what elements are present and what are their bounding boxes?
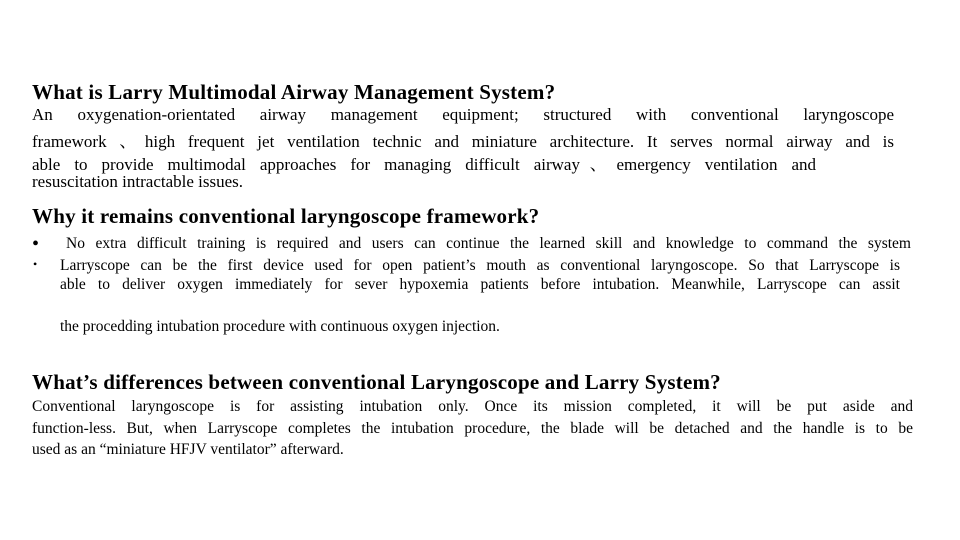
- section-title: What is Larry Multimodal Airway Management System?: [32, 80, 556, 104]
- paragraph-line: framework 、high frequent jet ventilation technic and miniature architecture. It serves normal airway and is: [32, 132, 894, 151]
- paragraph-line: used as an “miniature HFJV ventilator” afterward.: [32, 441, 344, 458]
- bullet-line: Larryscope can be the first device used for open patient’s mouth as conventional laryngoscope. So that Larryscope is: [60, 257, 900, 274]
- paragraph-line: function-less. But, when Larryscope completes the intubation procedure, the blade will be detached and the handle is to be: [32, 420, 913, 437]
- paragraph-line: An oxygenation-orientated airway management equipment; structured with conventional laryngoscope: [32, 105, 894, 124]
- section-title: Why it remains conventional laryngoscope framework?: [32, 204, 540, 228]
- bullet-line: No extra difficult training is required and users can continue the learned skill and knowledge to command the system: [66, 235, 911, 252]
- paragraph-line: able to provide multimodal approaches for managing difficult airway、emergency ventilation and: [32, 155, 816, 174]
- paragraph-line: resuscitation intractable issues.: [32, 172, 244, 191]
- bullet-line: able to deliver oxygen immediately for sever hypoxemia patients before intubation. Meanwhile, Larryscope can assit: [60, 276, 900, 293]
- bullet-icon: •: [32, 233, 40, 255]
- paragraph-line: Conventional laryngoscope is for assisting intubation only. Once its mission completed, it will be put aside and: [32, 398, 913, 415]
- bullet-line: the procedding intubation procedure with continuous oxygen injection.: [60, 318, 500, 335]
- bullet-icon: •: [33, 257, 38, 271]
- section-title: What’s differences between conventional Laryngoscope and Larry System?: [32, 370, 721, 394]
